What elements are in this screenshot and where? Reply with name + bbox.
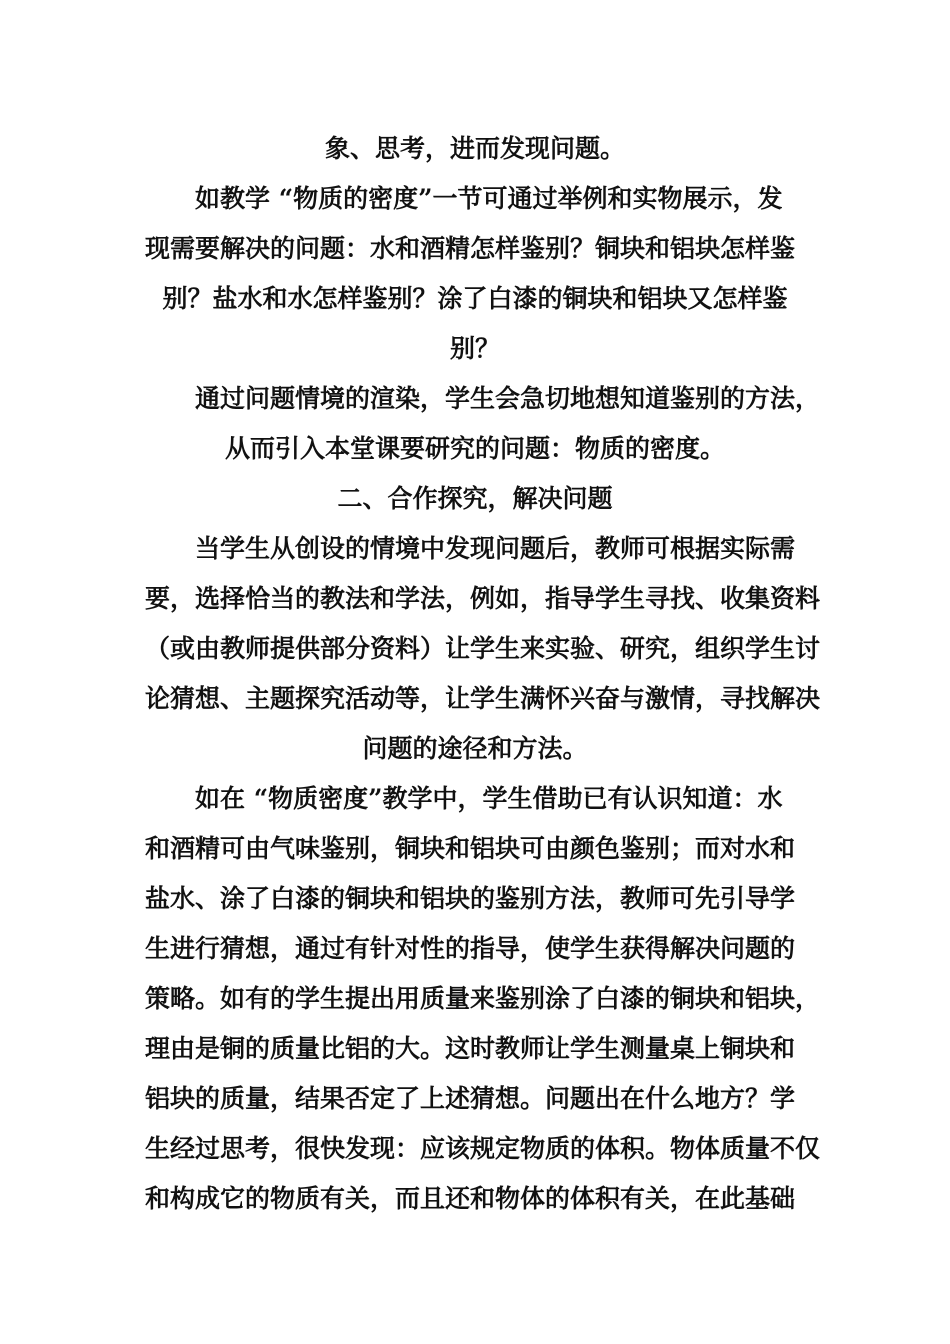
text-line: 当学生从创设的情境中发现问题后，教师可根据实际需 bbox=[195, 534, 796, 563]
text-line: 如在 “物质密度”教学中，学生借助已有认识知道：水 bbox=[195, 784, 783, 813]
text-line: 生经过思考，很快发现：应该规定物质的体积。物体质量不仅 bbox=[145, 1134, 821, 1163]
section-heading: 二、合作探究，解决问题 bbox=[337, 484, 613, 513]
text-line: 要，选择恰当的教法和学法，例如，指导学生寻找、收集资料 bbox=[145, 584, 821, 613]
text-line: 策略。如有的学生提出用质量来鉴别涂了白漆的铜块和铝块， bbox=[145, 984, 821, 1013]
text-line: 和酒精可由气味鉴别，铜块和铝块可由颜色鉴别；而对水和 bbox=[145, 834, 796, 863]
text-line: 论猜想、主题探究活动等，让学生满怀兴奋与激情，寻找解决 bbox=[145, 684, 821, 713]
text-line: 别？盐水和水怎样鉴别？涂了白漆的铜块和铝块又怎样鉴 bbox=[162, 284, 788, 313]
text-line: 盐水、涂了白漆的铜块和铝块的鉴别方法，教师可先引导学 bbox=[145, 884, 796, 913]
text-line: 和构成它的物质有关，而且还和物体的体积有关，在此基础 bbox=[145, 1184, 796, 1213]
text-line: 铝块的质量，结果否定了上述猜想。问题出在什么地方？学 bbox=[145, 1084, 796, 1113]
text-line: 通过问题情境的渲染，学生会急切地想知道鉴别的方法， bbox=[195, 384, 821, 413]
text-line: 生进行猜想，通过有针对性的指导，使学生获得解决问题的 bbox=[145, 934, 796, 963]
text-line: 如教学 “物质的密度”一节可通过举例和实物展示，发 bbox=[195, 184, 783, 213]
text-line: 从而引入本堂课要研究的问题：物质的密度。 bbox=[224, 434, 725, 463]
text-line: 现需要解决的问题：水和酒精怎样鉴别？铜块和铝块怎样鉴 bbox=[145, 234, 796, 263]
text-line: 问题的途径和方法。 bbox=[362, 734, 588, 763]
text-line: （或由教师提供部分资料）让学生来实验、研究，组织学生讨 bbox=[145, 634, 821, 663]
text-line: 理由是铜的质量比铝的大。这时教师让学生测量桌上铜块和 bbox=[145, 1034, 796, 1063]
text-line: 别？ bbox=[449, 334, 500, 363]
text-line: 象、思考，进而发现问题。 bbox=[324, 134, 625, 163]
